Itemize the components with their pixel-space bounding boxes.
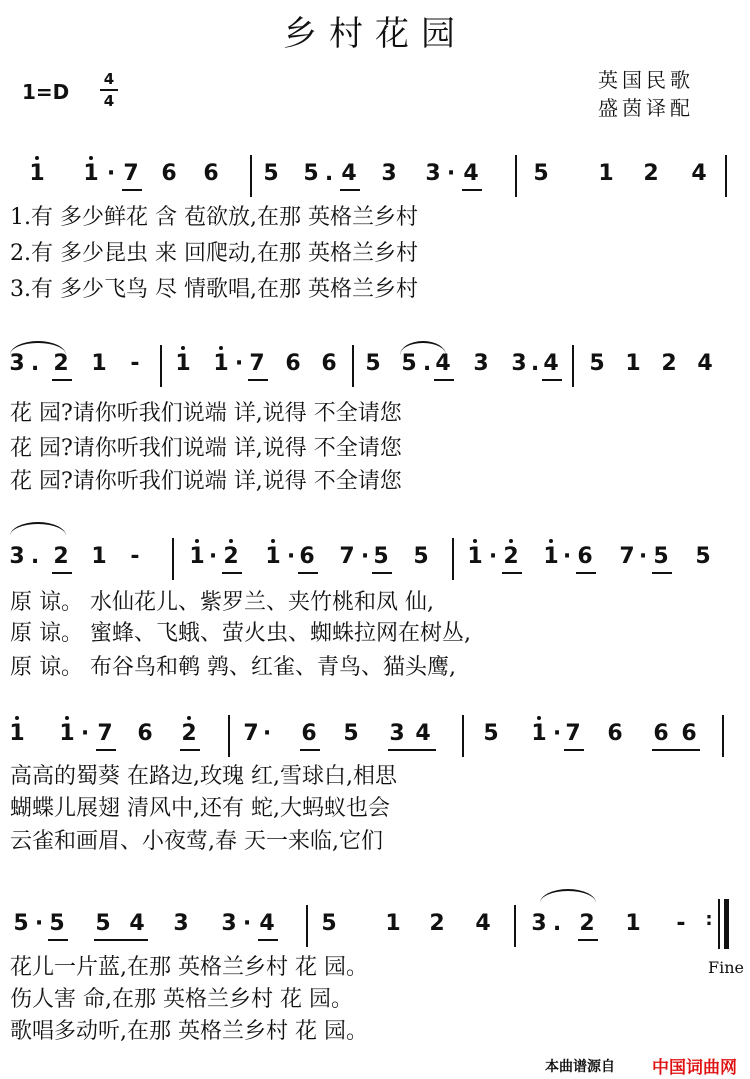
note-glyph: ·: [552, 721, 562, 746]
note-glyph: 4: [697, 351, 713, 376]
duration-underline: [300, 749, 320, 751]
credit-translator: 盛茵译配: [598, 96, 694, 120]
duration-underline: [52, 572, 72, 574]
music-system-3: [0, 538, 750, 688]
note-glyph: .: [552, 911, 562, 936]
note-glyph: 1: [186, 544, 208, 570]
note-glyph: 7: [97, 721, 113, 746]
note-glyph: 5: [401, 351, 417, 376]
note-glyph: 1: [598, 161, 614, 186]
duration-underline: [652, 749, 700, 751]
lyric-line: 原 谅。 水仙花儿、紫罗兰、夹竹桃和凤 仙,: [10, 590, 434, 615]
note-glyph: 4: [543, 351, 559, 376]
lyric-line: 1.有 多少鲜花 含 苞欲放,在那 英格兰乡村: [10, 205, 418, 230]
note-glyph: 3: [221, 911, 237, 936]
notation-row: [0, 155, 750, 195]
music-system-5: [0, 905, 750, 1055]
note-glyph: ·: [242, 911, 252, 936]
duration-underline: [388, 749, 436, 751]
note-glyph: 6: [577, 544, 593, 569]
duration-underline: [542, 379, 562, 381]
note-glyph: 1: [26, 161, 48, 187]
note-glyph: 3: [425, 161, 441, 186]
note-glyph: 5: [95, 911, 111, 936]
notation-row: [0, 538, 750, 578]
lyric-line: 云雀和画眉、小夜莺,春 天一来临,它们: [10, 829, 383, 854]
note-glyph: 1: [625, 351, 641, 376]
note-glyph: 7: [123, 161, 139, 186]
source-label: 本曲谱源自: [545, 1059, 615, 1075]
note-glyph: 6: [321, 351, 337, 376]
lyric-line: 原 谅。 蜜蜂、飞蛾、萤火虫、蜘蛛拉网在树丛,: [10, 621, 471, 646]
duration-underline: [434, 379, 454, 381]
note-glyph: 2: [429, 911, 445, 936]
note-glyph: ·: [360, 544, 370, 569]
duration-underline: [258, 939, 278, 941]
note-glyph: 1: [6, 721, 28, 747]
note-glyph: 4: [415, 721, 431, 746]
lyric-line: 蝴蝶儿展翅 清风中,还有 蛇,大蚂蚁也会: [10, 796, 390, 821]
duration-underline: [180, 749, 200, 751]
note-glyph: 4: [475, 911, 491, 936]
duration-underline: [96, 749, 116, 751]
note-glyph: 4: [435, 351, 451, 376]
note-glyph: ·: [208, 544, 218, 569]
slur-mark: [540, 889, 596, 903]
notation-row: [0, 905, 750, 945]
bar-line: [718, 899, 720, 949]
music-system-1: [0, 155, 750, 305]
note-glyph: 7: [565, 721, 581, 746]
lyric-line: 花 园?请你听我们说端 详,说得 不全请您: [10, 401, 402, 426]
duration-underline: [564, 749, 584, 751]
note-glyph: 2: [500, 544, 522, 570]
time-signature-bottom: 4: [103, 92, 115, 110]
key-signature: 1=D: [22, 80, 70, 104]
duration-underline: [52, 379, 72, 381]
note-glyph: 7: [619, 544, 635, 569]
note-glyph: 6: [203, 161, 219, 186]
music-system-2: [0, 345, 750, 495]
duration-underline: [372, 572, 392, 574]
lyric-line: 花儿一片蓝,在那 英格兰乡村 花 园。: [10, 955, 368, 980]
note-glyph: ·: [106, 161, 116, 186]
note-glyph: 1: [91, 544, 107, 569]
note-glyph: 1: [540, 544, 562, 570]
note-glyph: 5: [373, 544, 389, 569]
duration-underline: [340, 189, 360, 191]
fine-marking: Fine: [708, 958, 744, 977]
duration-underline: [462, 189, 482, 191]
note-glyph: 6: [137, 721, 153, 746]
note-glyph: 7: [249, 351, 265, 376]
note-glyph: 1: [91, 351, 107, 376]
note-glyph: ·: [262, 721, 272, 746]
note-glyph: 3: [381, 161, 397, 186]
note-glyph: 3: [9, 544, 25, 569]
note-glyph: 3: [531, 911, 547, 936]
note-glyph: .: [30, 544, 40, 569]
note-glyph: -: [130, 544, 140, 569]
note-glyph: -: [676, 911, 686, 936]
note-glyph: 3: [511, 351, 527, 376]
slur-mark: [10, 522, 66, 536]
duration-underline: [576, 572, 596, 574]
note-glyph: 6: [653, 721, 669, 746]
note-glyph: 7: [243, 721, 259, 746]
duration-underline: [578, 939, 598, 941]
note-glyph: 6: [607, 721, 623, 746]
note-glyph: 5: [263, 161, 279, 186]
note-glyph: 3: [473, 351, 489, 376]
note-glyph: 2: [643, 161, 659, 186]
note-glyph: ·: [638, 544, 648, 569]
duration-underline: [652, 572, 672, 574]
bar-line: [722, 715, 724, 757]
note-glyph: .: [324, 161, 334, 186]
note-glyph: 1: [210, 351, 232, 377]
note-glyph: 3: [389, 721, 405, 746]
note-glyph: 1: [528, 721, 550, 747]
lyric-line: 3.有 多少飞鸟 尽 情歌唱,在那 英格兰乡村: [10, 277, 418, 302]
note-glyph: 5: [589, 351, 605, 376]
bar-line: [250, 155, 252, 197]
note-glyph: 5: [49, 911, 65, 936]
notation-row: [0, 715, 750, 755]
bar-line: [228, 715, 230, 757]
note-glyph: 4: [129, 911, 145, 936]
note-glyph: 4: [691, 161, 707, 186]
bar-line: [160, 345, 162, 387]
note-glyph: 1: [56, 721, 78, 747]
note-glyph: 2: [178, 721, 200, 747]
duration-underline: [248, 379, 268, 381]
note-glyph: 5: [413, 544, 429, 569]
bar-line: [306, 905, 308, 947]
note-glyph: 4: [259, 911, 275, 936]
lyric-line: 花 园?请你听我们说端 详,说得 不全请您: [10, 436, 402, 461]
note-glyph: 2: [53, 351, 69, 376]
note-glyph: ·: [234, 351, 244, 376]
note-glyph: 1: [385, 911, 401, 936]
note-glyph: 5: [303, 161, 319, 186]
note-glyph: 5: [533, 161, 549, 186]
credit-origin: 英国民歌: [598, 68, 694, 92]
duration-underline: [122, 189, 142, 191]
bar-line: [172, 538, 174, 580]
bar-line: [514, 905, 516, 947]
note-glyph: ·: [34, 911, 44, 936]
note-glyph: 6: [681, 721, 697, 746]
duration-underline: [502, 572, 522, 574]
note-glyph: 7: [339, 544, 355, 569]
note-glyph: 2: [220, 544, 242, 570]
note-glyph: ·: [488, 544, 498, 569]
note-glyph: ·: [562, 544, 572, 569]
lyric-line: 2.有 多少昆虫 来 回爬动,在那 英格兰乡村: [10, 241, 418, 266]
lyric-line: 歌唱多动听,在那 英格兰乡村 花 园。: [10, 1019, 368, 1044]
note-glyph: 3: [9, 351, 25, 376]
note-glyph: 3: [173, 911, 189, 936]
note-glyph: .: [30, 351, 40, 376]
lyric-line: 高高的蜀葵 在路边,玫瑰 红,雪球白,相思: [10, 764, 397, 789]
lyric-line: 伤人害 命,在那 英格兰乡村 花 园。: [10, 987, 353, 1012]
bar-line: [724, 899, 729, 949]
note-glyph: 5: [13, 911, 29, 936]
note-glyph: 1: [262, 544, 284, 570]
time-signature: [100, 70, 118, 110]
song-title: 乡村花园: [283, 14, 467, 54]
note-glyph: ·: [286, 544, 296, 569]
note-glyph: -: [130, 351, 140, 376]
bar-line: [452, 538, 454, 580]
note-glyph: 5: [695, 544, 711, 569]
note-glyph: .: [530, 351, 540, 376]
duration-underline: [48, 939, 68, 941]
note-glyph: 5: [365, 351, 381, 376]
note-glyph: 6: [299, 544, 315, 569]
notation-row: [0, 345, 750, 385]
note-glyph: 1: [464, 544, 486, 570]
bar-line: [462, 715, 464, 757]
note-glyph: 5: [653, 544, 669, 569]
duration-underline: [298, 572, 318, 574]
bar-line: [352, 345, 354, 387]
duration-underline: [222, 572, 242, 574]
lyric-line: 原 谅。 布谷鸟和鹌 鹑、红雀、青鸟、猫头鹰,: [10, 655, 456, 680]
note-glyph: ·: [446, 161, 456, 186]
music-system-4: [0, 715, 750, 865]
note-glyph: 6: [161, 161, 177, 186]
bar-line: [572, 345, 574, 387]
note-glyph: 5: [343, 721, 359, 746]
note-glyph: 1: [625, 911, 641, 936]
note-glyph: 5: [321, 911, 337, 936]
note-glyph: ·: [80, 721, 90, 746]
site-watermark[interactable]: 中国词曲网: [652, 1058, 737, 1078]
note-glyph: 4: [341, 161, 357, 186]
note-glyph: 2: [53, 544, 69, 569]
note-glyph: 5: [483, 721, 499, 746]
bar-line: [725, 155, 727, 197]
note-glyph: 4: [463, 161, 479, 186]
bar-line: [515, 155, 517, 197]
note-glyph: 2: [661, 351, 677, 376]
lyric-line: 花 园?请你听我们说端 详,说得 不全请您: [10, 469, 402, 494]
note-glyph: .: [422, 351, 432, 376]
note-glyph: 2: [579, 911, 595, 936]
time-signature-top: 4: [103, 70, 115, 88]
duration-underline: [94, 939, 148, 941]
note-glyph: 6: [285, 351, 301, 376]
note-glyph: 1: [172, 351, 194, 377]
note-glyph: :: [705, 909, 713, 930]
note-glyph: 1: [80, 161, 102, 187]
note-glyph: 6: [301, 721, 317, 746]
